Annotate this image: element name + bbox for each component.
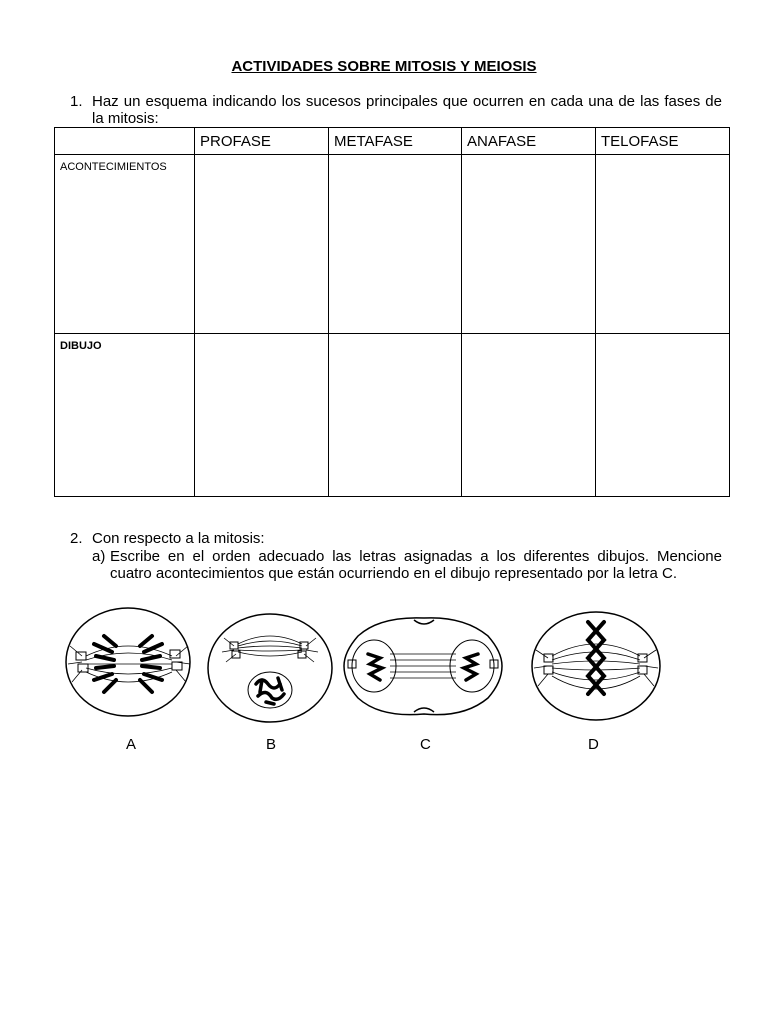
question-2-number: 2.: [70, 530, 83, 547]
figure-label-d: D: [588, 736, 599, 753]
table-row-acontecimientos: [55, 155, 730, 334]
mitosis-phases-table: [54, 127, 730, 497]
answer-cell-anafase-drawing[interactable]: [462, 334, 596, 497]
mitosis-cell-drawings: [60, 606, 680, 766]
table-row-dibujo: [55, 334, 730, 497]
figure-label-a: A: [126, 736, 137, 753]
row-label-acontecimientos: ACONTECIMIENTOS: [60, 161, 167, 173]
answer-cell-telofase-drawing[interactable]: [596, 334, 730, 497]
question-1-number: 1.: [70, 93, 83, 110]
question-1-text: Haz un esquema indicando los sucesos principales que ocurren en cada una de las fases de la mitosis:: [92, 93, 722, 127]
row-label-cell: [55, 155, 195, 334]
cell-drawing-c: [344, 618, 502, 715]
table-corner-cell: [55, 128, 195, 155]
answer-cell-profase-events[interactable]: [195, 155, 329, 334]
column-header-profase: PROFASE: [195, 128, 329, 155]
column-header-metafase: METAFASE: [329, 128, 462, 155]
question-2a: [92, 548, 722, 582]
row-label-dibujo: DIBUJO: [60, 340, 102, 352]
worksheet-title: ACTIVIDADES SOBRE MITOSIS Y MEIOSIS: [231, 58, 537, 75]
question-2: [70, 530, 722, 582]
table-header-row: [55, 128, 730, 155]
row-label-cell: [55, 334, 195, 497]
answer-cell-anafase-events[interactable]: [462, 155, 596, 334]
cell-drawing-b: [208, 614, 332, 722]
column-header-anafase: ANAFASE: [462, 128, 596, 155]
figure-label-c: C: [420, 736, 431, 753]
question-2a-letter: a): [92, 548, 106, 565]
question-1: [70, 93, 722, 127]
question-2a-text: Escribe en el orden adecuado las letras asignadas a los diferentes dibujos. Mencione cuatro acontecimientos que están ocurriendo en el dibujo representado por la letra C.: [110, 548, 722, 582]
answer-cell-metafase-drawing[interactable]: [329, 334, 462, 497]
answer-cell-metafase-events[interactable]: [329, 155, 462, 334]
question-2-text: Con respecto a la mitosis:: [92, 530, 265, 547]
answer-cell-telofase-events[interactable]: [596, 155, 730, 334]
cell-drawing-d: [532, 612, 660, 720]
answer-cell-profase-drawing[interactable]: [195, 334, 329, 497]
cell-drawing-a: [66, 608, 190, 716]
figure-label-b: B: [266, 736, 277, 753]
column-header-telofase: TELOFASE: [596, 128, 730, 155]
